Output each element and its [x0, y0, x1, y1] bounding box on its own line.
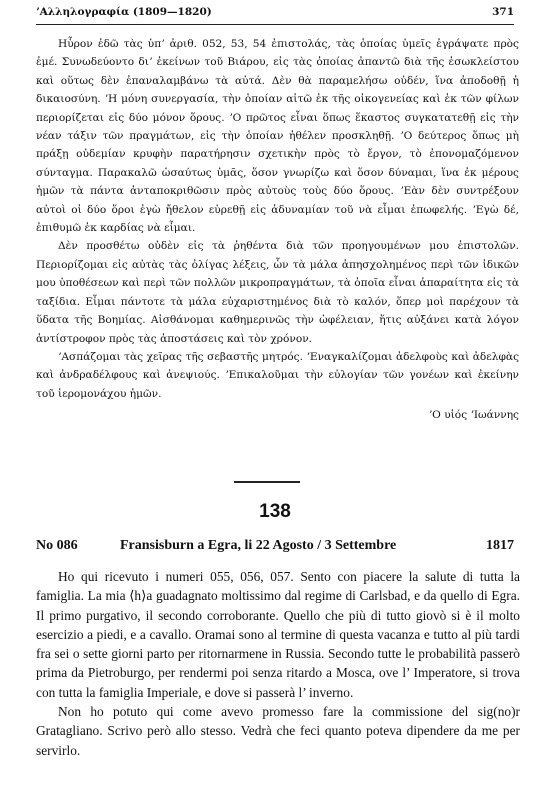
section-divider [234, 481, 300, 483]
greek-paragraph: Δὲν προσθέτω οὐδὲν εἰς τὰ ῥηθέντα διὰ τῶν προηγουμένων μου ἐπιστολῶν. Περιορίζομαι εἰς αὐτὰς τὰς ὀλίγας λέξεις, ὧν τὰ μάλα ἀπησχολημένος περὶ τῶν ἰδικῶν μου ὑποθέσεων καὶ περὶ τῶν πολλῶν μικροπραγμάτων, τὰ ὁποῖα εἶναι ἀπαραίτητα εἰς τὰ ταξίδια. Εἶμαι πάντοτε τὰ μάλα εὐχαριστημένος διὰ τὸ καλόν, ὅπερ μοὶ παρέχουν τὰ ὕδατα τῆς Βοημίας. Αἰσθάνομαι καθημερινῶς τὴν ὠφέλειαν, ἥτις αὐξάνει κατὰ λόγον ἀντίστροφον πρὸς τὰς ἀποστάσεις καὶ τὸν χρόνον. [36, 240, 519, 345]
header-rule [36, 24, 514, 25]
letter-heading-number: No 086 [36, 538, 78, 553]
greek-letter [36, 35, 519, 425]
letter-heading [36, 538, 514, 556]
italian-paragraph: Ho qui ricevuto i numeri 055, 056, 057. Sento con piacere la salute di tutta la famiglia. La mia ⟨h⟩a guadagnato moltissimo dal regime di Carlsbad, e da quello di Egra. Il primo purgativo, il secondo corroborante. Quello che più di tutto giovò si è il molto esercizio a piedi, e a cavallo. Oramai sono al termine di questa vacanza e tutto al più tardi fra sei o sette giorni parto per ritornarmene in Russia. Secondo tutte le probabilità passerò prima da Pietroburgo, per rendermi poi senza ritardo a Mosca, ove l’ Imperatore, si trova con tutta la famiglia Imperiale, e dove si passerà l’ inverno. [36, 569, 520, 700]
page-number: 371 [492, 6, 514, 18]
letter-heading-place-date: Fransisburn a Egra, li 22 Agosto / 3 Settembre [120, 538, 397, 553]
greek-paragraph: ʼΑσπάζομαι τὰς χεῖρας τῆς σεβαστῆς μητρός. ʼΕναγκαλίζομαι ἀδελφοὺς καὶ ἀδελφὰς καὶ ἀνδραδέλφους καὶ ἀνεψιούς. ʼΕπικαλοῦμαι τὴν εὐλογίαν τῶν γονέων καὶ ἐκείνην τοῦ ἱερομονάχου ἡμῶν. [36, 350, 519, 400]
greek-paragraph: Ηὗρον ἐδῶ τὰς ὑπʼ ἀριθ. 052, 53, 54 ἐπιστολάς, τὰς ὁποίας ὑμεῖς ἐγράψατε πρὸς ἐμέ. Συνωδεύοντο διʼ ἐκείνων τοῦ Βιάρου, εἰς τὰς ὁποίας ἀπαντῶ διὰ τῆς ἐσωκλείστου καὶ οὕτως δὲν ἐπαναλαμβάνω τὰ αὐτά. Δὲν θὰ παραμελήσω οὐδέν, ἵνα ἀποδοθῇ ἡ δικαιοσύνη. ʼΗ μόνη συνεργασία, τὴν ὁποίαν αἰτῶ ἐκ τῆς οἰκογενείας καὶ ἐκ τῶν φίλων περιορίζεται εἰς δύο μόνον ὅρους. ʼΟ πρῶτος εἶναι ὅπως ἕκαστος συγκατατεθῇ εἰς τὴν νέαν τάξιν τῶν πραγμάτων, εἰς τὴν ὁποίαν ἠθέλεν προσκληθῇ. ʼΟ δεύτερος ὅπως μὴ πράξῃ οὐδεμίαν κρυφὴν παρατήρησιν σχετικὴν πρὸς τὸ ἔργον, τὸ ἐπονομαζόμενον σύνταγμα. Παρακαλῶ ὡσαύτως ὑμᾶς, ὅσον γνωρίζω καὶ ὅσον δύναμαι, ἵνα ἐκ μέρους ἡμῶν τὰ πάντα ἀνταποκριθῶσιν πρὸς αὐτοὺς τοὺς δύο ὅρους. ʼΕὰν δὲν συντρέξουν αὐτοὶ οἱ δύο ὅροι ἐγὼ ἤθελον εὑρεθῇ εἰς ἀδυναμίαν τοῦ νὰ εἶμαι ἐπωφελής. ʼΕγὼ δέ, ἐπιθυμῶ ἐκ καρδίας νὰ εἶμαι. [36, 38, 519, 235]
letter-heading-year: 1817 [486, 538, 514, 553]
running-head [36, 6, 514, 22]
greek-signature: ʼΟ υἱός ʼΙωάννης [428, 409, 519, 422]
italian-paragraph: Non ho potuto qui come avevo promesso fare la commissione del sig(no)r Gratagliano. Scrivo però allo stesso. Vedrà che feci quanto poteva dipendere da me per servirlo. [36, 704, 520, 758]
running-head-title: ʼΑλληλογραφία (1809—1820) [36, 6, 212, 18]
italian-letter [36, 567, 520, 760]
letter-number: 138 [259, 501, 291, 522]
